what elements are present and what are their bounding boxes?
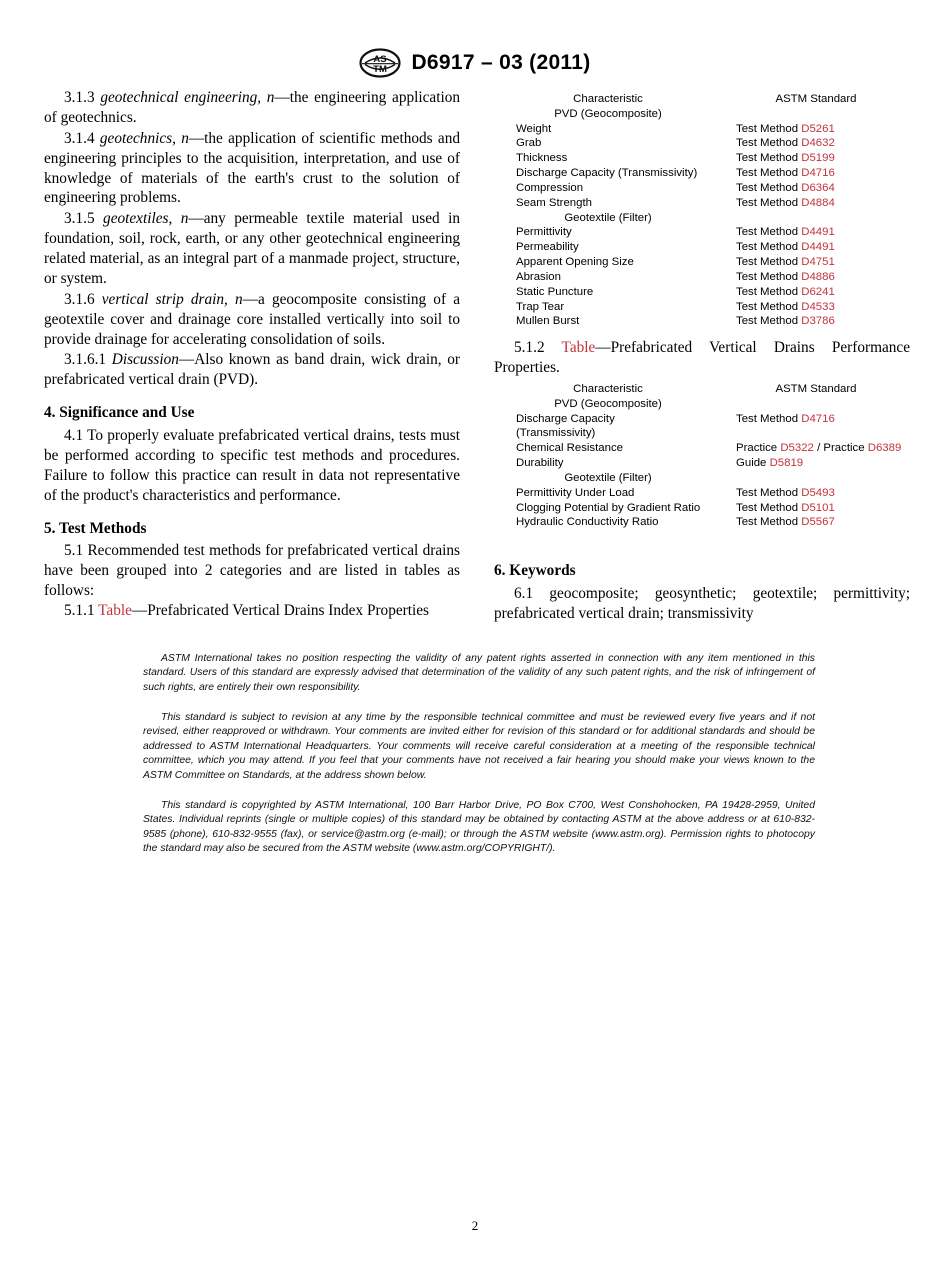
definition-3-1-6-1 bbox=[44, 350, 460, 390]
cell-characteristic: Permittivity Under Load bbox=[516, 486, 635, 499]
table-link-performance[interactable]: Table bbox=[561, 339, 596, 357]
standard-link[interactable]: D5261 bbox=[801, 122, 835, 135]
cell-characteristic: Thickness bbox=[516, 152, 568, 165]
paragraph-4-1 bbox=[44, 426, 460, 506]
definition-3-1-6 bbox=[44, 290, 460, 350]
definition-number: 3.1.3 bbox=[64, 89, 95, 106]
table-row bbox=[494, 501, 910, 516]
standard-link[interactable]: D4716 bbox=[801, 412, 835, 425]
definition-term: Discussion bbox=[111, 351, 179, 369]
cell-characteristic: Weight bbox=[516, 122, 552, 135]
paragraph-number: 5.1 bbox=[64, 542, 84, 560]
standard-prefix: Test Method bbox=[736, 167, 799, 180]
paragraph-text: To properly evaluate prefabricated vertical drains, tests must be performed according to specific test methods and procedures. Failure to follow this practice can result in data not representative of the product's characteristics and performance. bbox=[44, 427, 460, 504]
table-row bbox=[494, 456, 910, 471]
definition-term: vertical strip drain, n bbox=[101, 290, 243, 308]
paragraph-5-1 bbox=[44, 541, 460, 601]
table-row bbox=[494, 225, 910, 240]
standard-link[interactable]: D4751 bbox=[801, 256, 835, 269]
cell-characteristic: Clogging Potential by Gradient Ratio bbox=[516, 501, 701, 514]
table-header-row bbox=[494, 382, 910, 397]
standard-prefix: Test Method bbox=[736, 152, 799, 165]
standard-link[interactable]: D4884 bbox=[801, 196, 835, 209]
column-header-characteristic: Characteristic bbox=[573, 383, 643, 395]
table-link-index[interactable]: Table bbox=[98, 602, 132, 619]
standard-prefix: Practice bbox=[736, 442, 778, 455]
definition-term: geotechnical engineering, n bbox=[100, 89, 275, 106]
definition-number: 3.1.6 bbox=[64, 290, 95, 308]
cell-characteristic: Discharge Capacity (Transmissivity) bbox=[516, 412, 615, 440]
standard-prefix: Test Method bbox=[736, 241, 799, 254]
table-header-row bbox=[494, 92, 910, 107]
paragraph-number: 6.1 bbox=[514, 585, 534, 603]
table-row bbox=[494, 412, 910, 442]
paragraph-5-1-1 bbox=[44, 601, 460, 621]
cell-standard bbox=[722, 412, 910, 427]
paragraph-number: 5.1.2 bbox=[514, 339, 545, 357]
table-group-label: Geotextile (Filter) bbox=[564, 471, 652, 484]
left-column bbox=[44, 88, 460, 625]
table-index-properties bbox=[494, 92, 910, 329]
cell-characteristic: Permeability bbox=[516, 241, 579, 254]
table-row bbox=[494, 181, 910, 196]
cell-characteristic: Hydraulic Conductivity Ratio bbox=[516, 516, 659, 529]
standard-prefix: Guide bbox=[736, 457, 767, 470]
standard-link[interactable]: D4533 bbox=[801, 300, 835, 313]
table-row bbox=[494, 122, 910, 137]
standard-link[interactable]: D5819 bbox=[769, 457, 804, 470]
cell-characteristic: Mullen Burst bbox=[516, 315, 580, 328]
copyright-notice: This standard is copyrighted by ASTM International, 100 Barr Harbor Drive, PO Box C700, West Conshohocken, PA 19428-2959, United States. Individual reprints (single or multiple copies) of this standard may be obtained by contacting ASTM at the above address or at 610-832-9585 (phone), 610-832-9555 (fax), or service@astm.org (e-mail); or through the ASTM website (www.astm.org). Permission rights to photocopy the standard may also be secured from the ASTM website (www.astm.org/COPYRIGHT/). bbox=[143, 799, 815, 854]
cell-characteristic: Trap Tear bbox=[516, 300, 565, 313]
definition-body: —the engineering application of geotechnics. bbox=[44, 89, 460, 126]
section-heading-5: 5. Test Methods bbox=[44, 519, 147, 537]
table-row bbox=[494, 441, 910, 456]
standard-link[interactable]: D5493 bbox=[801, 486, 835, 499]
standard-prefix: Test Method bbox=[736, 300, 799, 313]
cell-characteristic: Apparent Opening Size bbox=[516, 256, 634, 269]
standard-prefix: Test Method bbox=[736, 256, 799, 269]
footer-legal-notices bbox=[143, 652, 815, 856]
table-row bbox=[494, 300, 910, 315]
standard-designation: D6917 – 03 (2011) bbox=[411, 51, 591, 74]
cell-standard bbox=[722, 240, 910, 255]
paragraph-text: —Prefabricated Vertical Drains Performance Properties. bbox=[494, 339, 910, 377]
standard-link[interactable]: D4491 bbox=[801, 226, 835, 239]
column-header-standard: ASTM Standard bbox=[775, 383, 857, 395]
table-group-label: PVD (Geocomposite) bbox=[554, 397, 662, 410]
cell-standard bbox=[722, 456, 910, 471]
table-performance-properties bbox=[494, 382, 910, 530]
cell-standard bbox=[722, 166, 910, 181]
svg-text:TM: TM bbox=[373, 64, 388, 75]
standard-prefix: Test Method bbox=[736, 486, 799, 499]
standard-link[interactable]: D5101 bbox=[801, 501, 835, 514]
table-group-label: Geotextile (Filter) bbox=[564, 211, 652, 224]
cell-characteristic: Durability bbox=[516, 457, 564, 470]
standard-prefix: Test Method bbox=[736, 315, 799, 328]
standard-link[interactable]: D4632 bbox=[801, 137, 835, 150]
standard-link[interactable]: D4491 bbox=[801, 241, 835, 254]
definition-number: 3.1.5 bbox=[64, 210, 95, 228]
standard-link[interactable]: D4716 bbox=[801, 167, 835, 180]
paragraph-text: —Prefabricated Vertical Drains Index Properties bbox=[131, 602, 429, 619]
standard-link[interactable]: D5322 bbox=[780, 442, 814, 455]
cell-standard bbox=[722, 196, 910, 211]
cell-standard bbox=[722, 486, 910, 501]
definition-body: —any permeable textile material used in foundation, soil, rock, earth, or any other geotechnical engineering related material, as an integral part of a manmade project, structure, or system. bbox=[44, 210, 460, 287]
cell-standard bbox=[722, 136, 910, 151]
definition-term: geotextiles, n bbox=[103, 210, 189, 228]
standard-link[interactable]: D3786 bbox=[801, 315, 835, 328]
column-header-characteristic: Characteristic bbox=[573, 93, 643, 105]
definition-3-1-4 bbox=[44, 129, 460, 209]
cell-characteristic: Grab bbox=[516, 137, 542, 150]
cell-standard bbox=[722, 270, 910, 285]
patent-notice: ASTM International takes no position respecting the validity of any patent rights asserted in connection with any item mentioned in this standard. Users of this standard are expressly advised that determination of the validity of any such patent rights, and the risk of infringement of such rights, are entirely their own responsibility. bbox=[143, 653, 815, 693]
cell-standard bbox=[722, 285, 910, 300]
standard-prefix: Test Method bbox=[736, 181, 799, 194]
standard-link-2[interactable]: D6389 bbox=[867, 442, 902, 455]
standard-prefix: Test Method bbox=[736, 501, 799, 514]
paragraph-6-1 bbox=[494, 584, 910, 624]
cell-standard bbox=[722, 225, 910, 240]
paragraph-number: 4.1 bbox=[64, 427, 84, 444]
standard-link[interactable]: D6364 bbox=[801, 181, 835, 194]
table-row bbox=[494, 136, 910, 151]
table-row bbox=[494, 314, 910, 329]
cell-standard bbox=[722, 300, 910, 315]
cell-characteristic: Abrasion bbox=[516, 270, 561, 283]
cell-characteristic: Permittivity bbox=[516, 226, 572, 239]
standard-prefix: Test Method bbox=[736, 285, 799, 298]
cell-characteristic: Discharge Capacity (Transmissivity) bbox=[516, 167, 698, 180]
column-header-standard: ASTM Standard bbox=[775, 93, 857, 105]
standard-prefix: Test Method bbox=[736, 516, 799, 529]
standard-link[interactable]: D6241 bbox=[801, 285, 835, 298]
standard-prefix: Test Method bbox=[736, 122, 799, 135]
section-heading-6: 6. Keywords bbox=[494, 562, 576, 580]
cell-standard bbox=[722, 515, 910, 530]
standard-prefix: Test Method bbox=[736, 137, 799, 150]
table-row bbox=[494, 486, 910, 501]
definition-body: —a geocomposite consisting of a geotextile cover and drainage core installed vertically into soil to provide drainage for accelerating consolidation of soils. bbox=[44, 290, 460, 348]
definition-term: geotechnics, n bbox=[99, 129, 189, 147]
standard-prefix: Test Method bbox=[736, 196, 799, 209]
table-group-label: PVD (Geocomposite) bbox=[554, 107, 662, 120]
svg-text:AS: AS bbox=[373, 54, 388, 65]
table-row bbox=[494, 515, 910, 530]
right-column bbox=[494, 88, 910, 625]
cell-standard bbox=[722, 314, 910, 329]
revision-notice: This standard is subject to revision at any time by the responsible technical committee and must be reviewed every five years and if not revised, either reapproved or withdrawn. Your comments are invited either for revision of this standard or for additional standards and should be addressed to ASTM International Headquarters. Your comments will receive careful consideration at a meeting of the responsible technical committee, which you may attend. If you feel that your comments have not received a fair hearing you should make your views known to the ASTM Committee on Standards, at the address shown below. bbox=[143, 712, 815, 781]
table-row bbox=[494, 196, 910, 211]
section-heading-4: 4. Significance and Use bbox=[44, 404, 195, 422]
cell-characteristic: Seam Strength bbox=[516, 196, 592, 209]
cell-standard bbox=[722, 151, 910, 166]
page-header bbox=[0, 48, 950, 78]
paragraph-number: 5.1.1 bbox=[64, 602, 95, 619]
standard-prefix: Test Method bbox=[736, 412, 799, 425]
cell-characteristic: Chemical Resistance bbox=[516, 442, 623, 455]
standard-prefix-2: Practice bbox=[823, 442, 865, 455]
standard-separator: / bbox=[813, 442, 824, 455]
page-number: 2 bbox=[471, 1218, 479, 1233]
cell-characteristic: Compression bbox=[516, 181, 584, 194]
table-row bbox=[494, 166, 910, 181]
cell-standard bbox=[722, 181, 910, 196]
table-row bbox=[494, 151, 910, 166]
standard-prefix: Test Method bbox=[736, 226, 799, 239]
table-row bbox=[494, 270, 910, 285]
cell-standard bbox=[722, 122, 910, 137]
cell-standard bbox=[722, 501, 910, 516]
paragraph-text: geocomposite; geosynthetic; geotextile; permittivity; prefabricated vertical drain; transmissivity bbox=[494, 585, 910, 623]
definition-3-1-5 bbox=[44, 209, 460, 289]
definition-number: 3.1.6.1 bbox=[64, 351, 107, 369]
paragraph-text: Recommended test methods for prefabricated vertical drains have been grouped into 2 categories and are listed in tables as follows: bbox=[44, 542, 460, 600]
definition-number: 3.1.4 bbox=[64, 129, 95, 147]
definition-body: —the application of scientific methods and engineering principles to the acquisition, interpretation, and use of knowledge of materials of the earth's crust to the solution of engineering problems. bbox=[44, 129, 460, 207]
standard-link[interactable]: D5567 bbox=[801, 516, 835, 529]
table-row bbox=[494, 255, 910, 270]
cell-characteristic: Static Puncture bbox=[516, 285, 594, 298]
cell-standard bbox=[722, 255, 910, 270]
body-columns bbox=[44, 88, 910, 625]
standard-prefix: Test Method bbox=[736, 270, 799, 283]
table-row bbox=[494, 285, 910, 300]
definition-3-1-3 bbox=[44, 88, 460, 128]
astm-logo bbox=[359, 48, 401, 78]
definition-body: —Also known as band drain, wick drain, or prefabricated vertical drain (PVD). bbox=[44, 351, 460, 389]
table-row bbox=[494, 240, 910, 255]
standard-link[interactable]: D4886 bbox=[801, 270, 835, 283]
paragraph-5-1-2 bbox=[494, 338, 910, 378]
cell-standard bbox=[722, 441, 910, 456]
standard-link[interactable]: D5199 bbox=[801, 152, 835, 165]
